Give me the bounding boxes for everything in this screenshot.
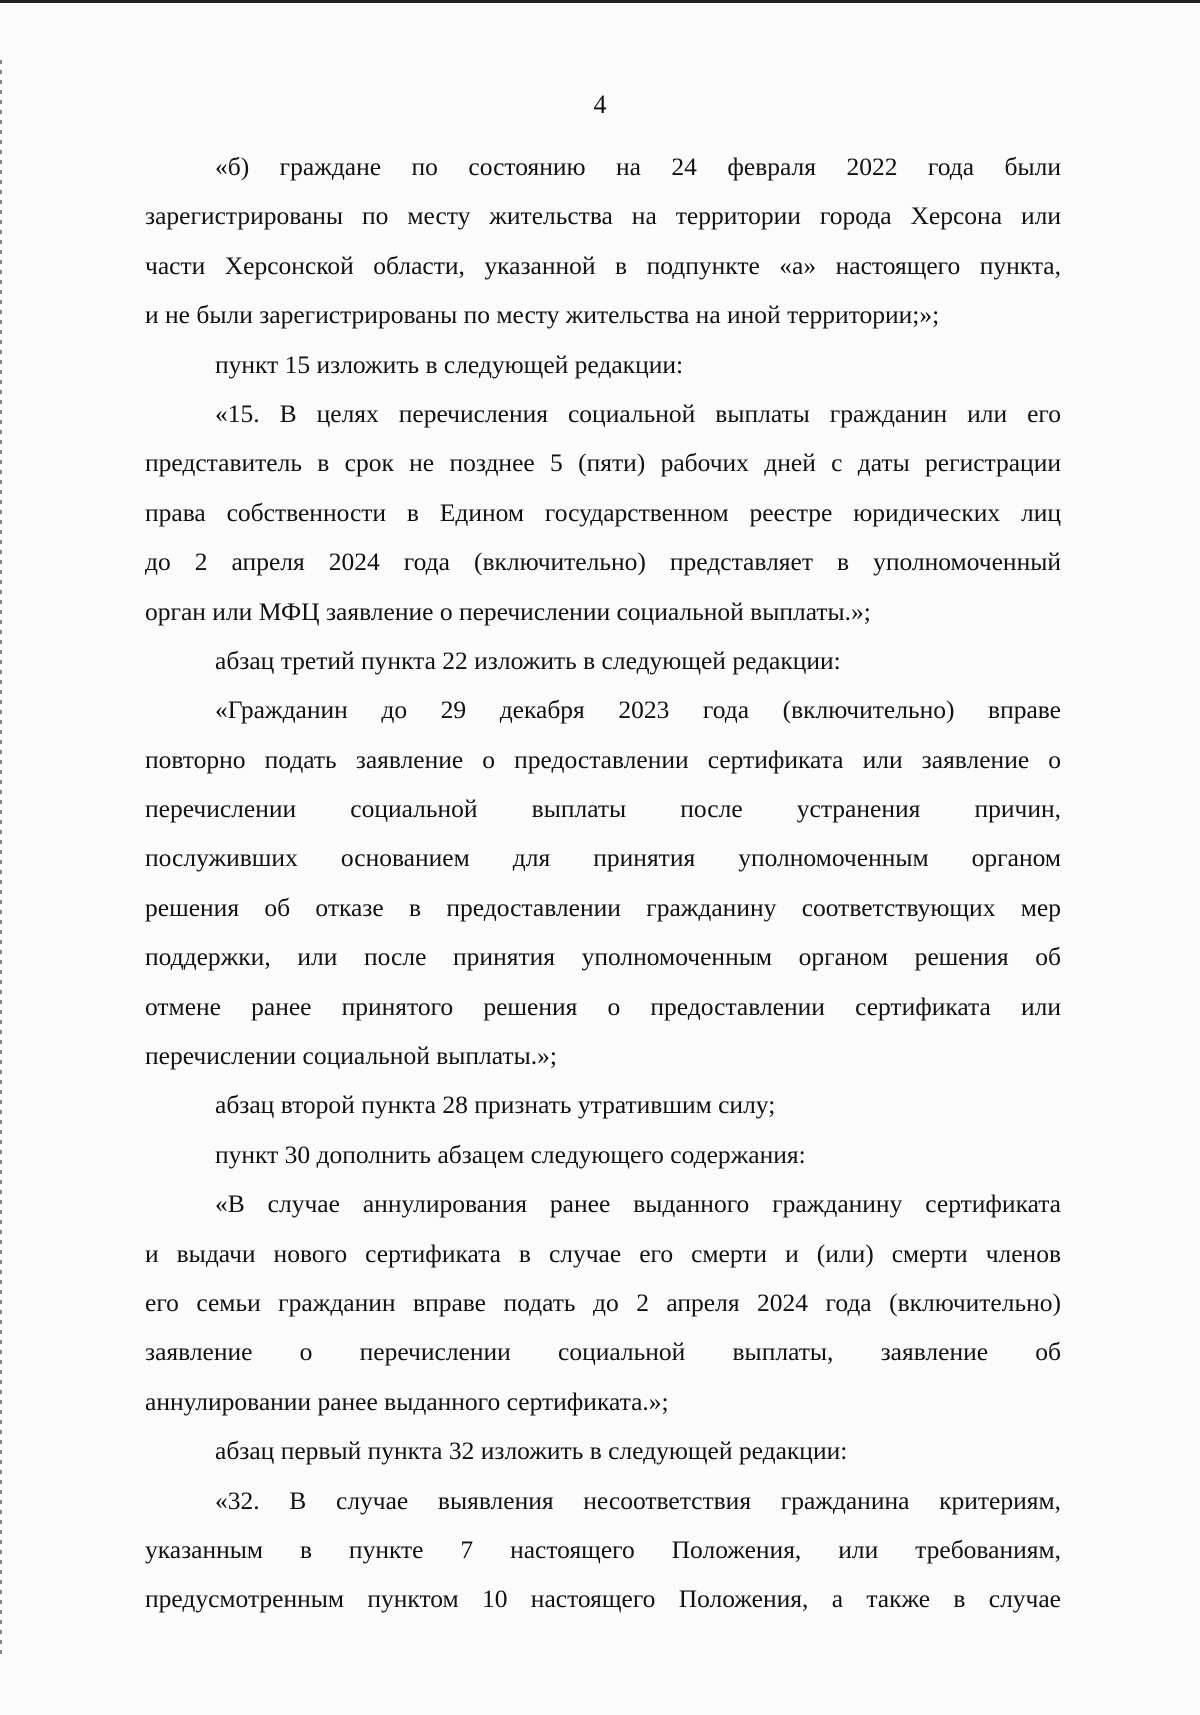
text-line: и выдачи нового сертификата в случае его смерти и (или) смерти членов bbox=[145, 1238, 1061, 1268]
text-line: пункт 30 дополнить абзацем следующего содержания: bbox=[215, 1139, 806, 1169]
document-body bbox=[145, 150, 1061, 1632]
text-line: и не были зарегистрированы по месту жительства на иной территории;»; bbox=[145, 300, 940, 330]
text-line: представитель в срок не позднее 5 (пяти) рабочих дней с даты регистрации bbox=[145, 448, 1061, 478]
text-line: абзац второй пункта 28 признать утратившим силу; bbox=[215, 1090, 776, 1120]
text-line: поддержки, или после принятия уполномоченным органом решения об bbox=[145, 942, 1061, 972]
text-line: перечислении социальной выплаты.»; bbox=[145, 1041, 557, 1071]
text-line: отмене ранее принятого решения о предоставлении сертификата или bbox=[145, 991, 1061, 1021]
text-line: орган или МФЦ заявление о перечислении социальной выплаты.»; bbox=[145, 596, 871, 626]
text-line: повторно подать заявление о предоставлении сертификата или заявление о bbox=[145, 744, 1061, 774]
text-line: до 2 апреля 2024 года (включительно) представляет в уполномоченный bbox=[145, 547, 1061, 577]
text-line: зарегистрированы по месту жительства на территории города Херсона или bbox=[145, 201, 1061, 231]
text-line: заявление о перечислении социальной выплаты, заявление об bbox=[145, 1337, 1061, 1367]
text-line: его семьи гражданин вправе подать до 2 апреля 2024 года (включительно) bbox=[145, 1287, 1061, 1317]
text-line: «В случае аннулирования ранее выданного гражданину сертификата bbox=[215, 1189, 1061, 1219]
text-line: предусмотренным пунктом 10 настоящего Положения, а также в случае bbox=[145, 1584, 1061, 1614]
text-line: аннулировании ранее выданного сертификата.»; bbox=[145, 1386, 669, 1416]
text-line: решения об отказе в предоставлении гражданину соответствующих мер bbox=[145, 892, 1061, 922]
text-line: права собственности в Едином государственном реестре юридических лиц bbox=[145, 497, 1061, 527]
text-line: «б) граждане по состоянию на 24 февраля 2022 года были bbox=[215, 152, 1061, 181]
text-line: «15. В целях перечисления социальной выплаты гражданин или его bbox=[215, 398, 1061, 428]
text-line: послуживших основанием для принятия уполномоченным органом bbox=[145, 843, 1061, 873]
text-line: перечислении социальной выплаты после устранения причин, bbox=[145, 794, 1061, 824]
page-number: 4 bbox=[593, 90, 607, 119]
text-line: «Гражданин до 29 декабря 2023 года (включительно) вправе bbox=[215, 695, 1061, 725]
text-line: «32. В случае выявления несоответствия гражданина критериям, bbox=[215, 1485, 1061, 1515]
text-line: абзац третий пункта 22 изложить в следующей редакции: bbox=[215, 645, 841, 675]
text-line: указанным в пункте 7 настоящего Положения, или требованиям, bbox=[145, 1534, 1061, 1564]
scan-top-border bbox=[0, 0, 1200, 3]
text-line: пункт 15 изложить в следующей редакции: bbox=[215, 349, 684, 379]
text-line: абзац первый пункта 32 изложить в следующей редакции: bbox=[215, 1436, 848, 1466]
scan-left-edge bbox=[0, 60, 2, 1660]
text-line: части Херсонской области, указанной в подпункте «а» настоящего пункта, bbox=[145, 250, 1061, 280]
